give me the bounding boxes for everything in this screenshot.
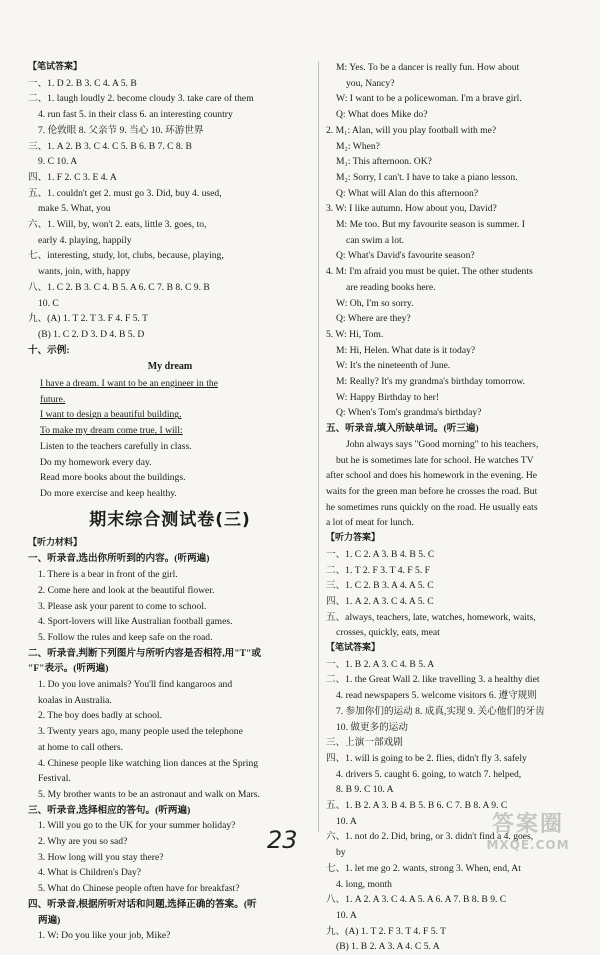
section-instruction: 五、听录音,填入所缺单词。(听三遍) [326,423,479,435]
answer-line: 五、always, teachers, late, watches, homework, waits, [326,611,536,623]
answer-line: 四、1. F 2. C 3. E 4. A [28,171,117,183]
exam-title: 期末综合测试卷(三) [89,509,251,530]
answer-line: 三、1. C 2. B 3. A 4. A 5. C [326,580,434,592]
material-line: 1. W: Do you like your job, Mike? [38,930,171,942]
dialogue-line: M: Me too. But my favourite season is summer. I [336,219,525,231]
section-instruction: 四、听录音,根据所听对话和问题,选择正确的答案。(听 [28,898,257,910]
answer-line: 一、1. B 2. A 3. C 4. B 5. A [326,658,435,670]
material-line: koalas in Australia. [38,694,112,706]
answer-line: 4. long, month [336,878,392,890]
answer-line: 10. A [336,909,357,921]
watermark-url: MXQE.COM [486,838,570,852]
dialogue-line: Q: Where are they? [336,313,411,325]
essay-line: Do my homework every day. [40,456,152,468]
answer-line: 10. 做更多的运动 [336,721,408,733]
answer-line: 六、1. not do 2. Did, bring, or 3. didn't find a 4. goes, [326,831,534,843]
answer-line: make 5. What, you [38,203,111,215]
answer-line: 十、示例: [28,344,70,356]
dialogue-line: M₁: This afternoon. OK? [336,156,432,168]
material-line: 2. Why are you so sad? [38,836,128,848]
answer-line: 六、1. Will, by, won't 2. eats, little 3. goes, to, [28,219,207,231]
material-line: 1. There is a bear in front of the girl. [38,569,178,581]
dialogue-line: M₂: When? [336,140,380,152]
section-instruction: 三、听录音,选择相应的答句。(听两遍) [28,804,191,816]
essay-line: Listen to the teachers carefully in class. [40,440,192,452]
section-header: 【听力材料】 [28,537,83,548]
dialogue-line: 4. M: I'm afraid you must be quiet. The other students [326,266,533,278]
answer-line: 4. run fast 5. in their class 6. an interesting country [38,109,233,121]
section-instruction: 二、听录音,判断下列图片与所听内容是否相符,用"T"或 [28,647,261,659]
material-line: 4. Sport-lovers will like Australian football games. [38,616,233,628]
material-line: 1. Do you love animals? You'll find kangaroos and [38,679,233,691]
dialogue-line: M₂: Sorry, I can't. I have to take a piano lesson. [336,171,518,183]
dialogue-line: W: It's the nineteenth of June. [336,360,451,372]
answer-line: 4. drivers 5. caught 6. going, to watch 7. helped, [336,768,522,780]
essay-line: future. [40,393,66,405]
dialogue-line: 3. W: I like autumn. How about you, David? [326,203,497,215]
passage-line: a lot of meat for lunch. [326,517,414,529]
answer-line: 五、1. B 2. A 3. B 4. B 5. B 6. C 7. B 8. A 9. C [326,800,508,812]
answer-line: by [336,847,346,859]
answer-line: 四、1. A 2. A 3. C 4. A 5. C [326,595,434,607]
page-number: 23 [267,826,298,854]
answer-line: 一、1. D 2. B 3. C 4. A 5. B [28,77,137,89]
passage-line: he sometimes runs quickly on the road. He usually eats [326,501,538,513]
answer-line: 九、(A) 1. T 2. T 3. F 4. F 5. T [28,313,149,325]
answer-line: 二、1. the Great Wall 2. like travelling 3. a healthy diet [326,674,540,686]
answer-line: 二、1. laugh loudly 2. become cloudy 3. take care of them [28,93,254,105]
answer-line: 7. 伦敦眼 8. 父亲节 9. 当心 10. 环游世界 [38,124,204,136]
passage-line: waits for the green man before he crosses the road. But [326,485,538,497]
answer-line: 二、1. T 2. F 3. T 4. F 5. F [326,564,430,576]
material-line: 3. How long will you stay there? [38,851,164,863]
material-line: 5. What do Chinese people often have for breakfast? [38,883,240,895]
material-line: 5. Follow the rules and keep safe on the road. [38,631,213,643]
passage [326,437,592,531]
dialogue-line: can swim a lot. [346,234,405,246]
dialogue-line: W: I want to be a policewoman. I'm a brave girl. [336,93,522,105]
passage-line: John always says "Good morning" to his teachers, [346,438,539,450]
answer-line: 四、1. will is going to be 2. flies, didn't fly 3. safely [326,752,527,764]
dialogue-line: W: Oh, I'm so sorry. [336,297,414,309]
section-header: 【听力答案】 [326,533,381,544]
dialogue-line: 5. W: Hi, Tom. [326,328,384,340]
material-line: 5. My brother wants to be an astronaut and walk on Mars. [38,788,260,800]
material-line: 4. What is Children's Day? [38,867,142,879]
listening-answer-list [326,547,592,641]
answer-line: (B) 1. B 2. A 3. A 4. C 5. A [336,941,440,953]
dialogue-line: W: Happy Birthday to her! [336,391,440,403]
answer-line: crosses, quickly, eats, meat [336,627,440,639]
material-line: 3. Please ask your parent to come to school. [38,600,207,612]
essay-line: Read more books about the buildings. [40,472,186,484]
left-column [28,60,312,944]
answer-line: 10. C [38,297,59,309]
column-divider [318,62,319,832]
dialogue-line: Q: What does Mike do? [336,109,428,121]
answer-line: 五、1. couldn't get 2. must go 3. Did, buy 4. used, [28,187,222,199]
answer-line: 七、1. let me go 2. wants, strong 3. When, end, At [326,862,521,874]
section-instruction: 两遍) [38,914,61,926]
essay-line: I want to design a beautiful building. [40,409,182,421]
answer-line: 八、1. C 2. B 3. C 4. B 5. A 6. C 7. B 8. C 9. B [28,281,210,293]
material-line: 3. Twenty years ago, many people used the telephone [38,726,243,738]
section-instruction: "F"表示。(听两遍) [28,663,109,675]
section-header: 【笔试答案】 [326,643,381,654]
answer-line: early 4. playing, happily [38,234,132,246]
answer-line: 8. B 9. C 10. A [336,784,394,796]
dialogue-line: 2. M₁: Alan, will you play football with me? [326,124,497,136]
essay-line: I have a dream. I want to be an engineer in the [40,378,218,390]
material-line: 2. Come here and look at the beautiful flower. [38,584,215,596]
listening-material-list [28,551,312,944]
answer-line: 9. C 10. A [38,156,78,168]
essay-line: Do more exercise and keep healthy. [40,487,177,499]
written-answer-list [326,657,592,955]
passage-line: but he is sometimes late for school. He watches TV [336,454,534,466]
dialogue-line: M: Hi, Helen. What date is it today? [336,344,476,356]
answer-line: 7. 参加你们的运动 8. 成真,实现 9. 关心他们的牙齿 [336,705,545,717]
answer-line: 4. read newspapers 5. welcome visitors 6. 遵守规则 [336,690,537,702]
answer-line: 10. A [336,815,357,827]
material-line: 4. Chinese people like watching lion dances at the Spring [38,757,259,769]
answer-line: 八、1. A 2. A 3. C 4. A 5. A 6. A 7. B 8. B 9. C [326,894,507,906]
answer-line: wants, join, with, happy [38,266,131,278]
section-instruction: 一、听录音,选出你所听到的内容。(听两遍) [28,553,210,565]
answer-line: 三、1. A 2. B 3. C 4. C 5. B 6. B 7. C 8. B [28,140,192,152]
dialogue-line: are reading books here. [346,281,436,293]
dialogue-line: M: Really? It's my grandma's birthday tomorrow. [336,376,526,388]
watermark-logo-text: 答案圈 [491,812,564,837]
dialogue-line: you, Nancy? [346,77,395,89]
passage-line: after school and does his homework in the evening. He [326,470,538,482]
essay-title: My dream [147,361,193,373]
dialogue-line: Q: What's David's favourite season? [336,250,475,262]
essay-body [28,376,312,502]
written-answer-list [28,76,312,359]
answer-line: 一、1. C 2. A 3. B 4. B 5. C [326,548,435,560]
answer-line: 九、(A) 1. T 2. F 3. T 4. F 5. T [326,925,447,937]
dialogue-line: Q: What will Alan do this afternoon? [336,187,479,199]
material-line: 1. Will you go to the UK for your summer holiday? [38,820,236,832]
section-header: 【笔试答案】 [28,62,83,72]
dialogue-line: Q: When's Tom's grandma's birthday? [336,407,482,419]
essay-line: To make my dream come true, I will: [40,425,183,437]
answer-line: (B) 1. C 2. D 3. D 4. B 5. D [38,328,145,340]
dialogue-line: M: Yes. To be a dancer is really fun. How about [336,62,520,73]
material-line: 2. The boy does badly at school. [38,710,162,722]
answer-line: 三、上演一部戏剧 [326,737,403,749]
answer-line: 七、interesting, study, lot, clubs, because, playing, [28,250,224,262]
material-line: Festival. [38,773,71,785]
material-line: at home to call others. [38,741,123,753]
dialogue-list [326,60,592,421]
site-watermark [462,812,594,858]
